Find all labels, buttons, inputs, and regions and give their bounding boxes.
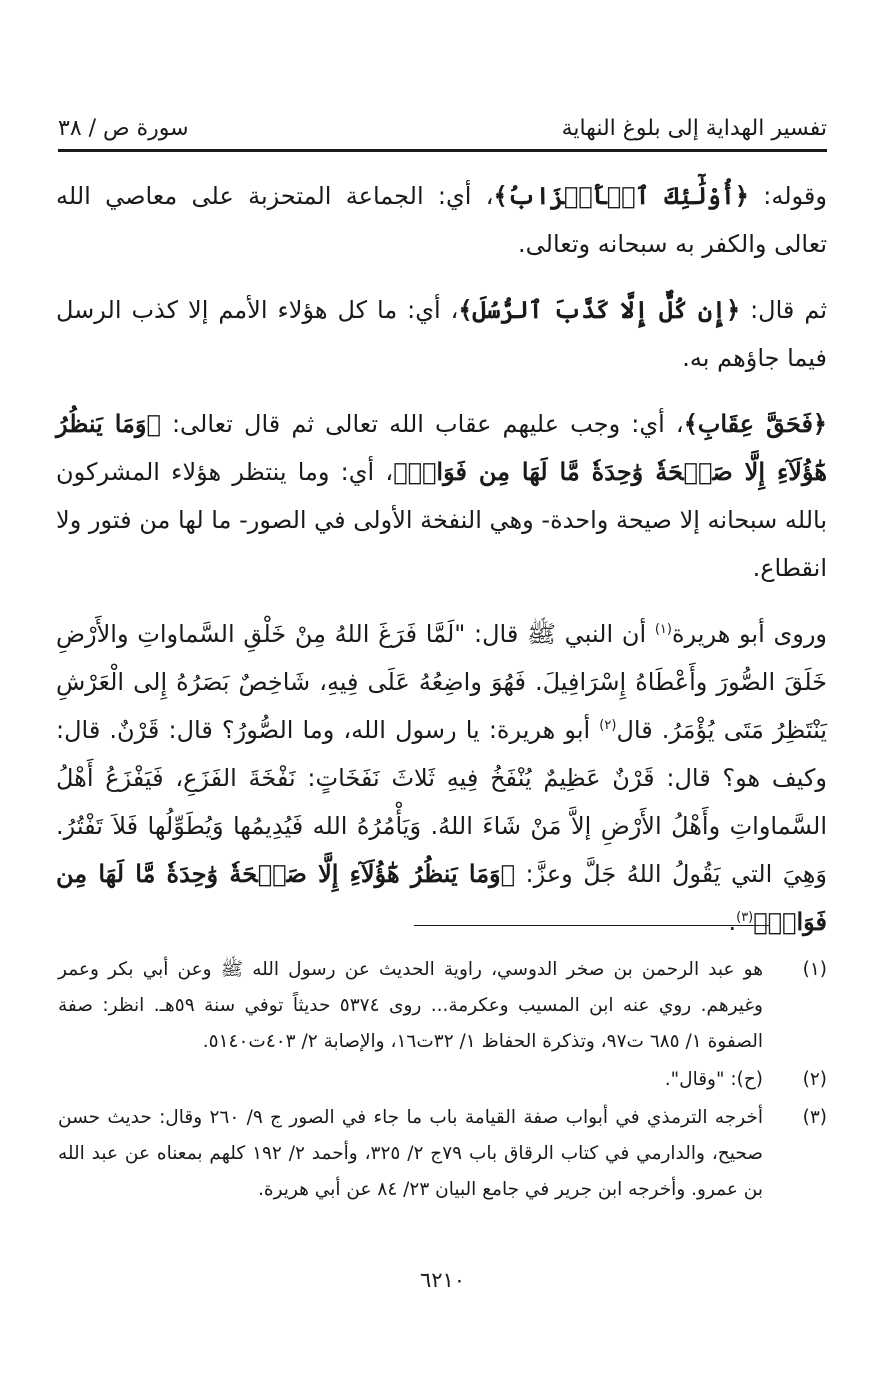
footnote-number: (٢) [802,1069,827,1090]
main-text [56,172,827,964]
footnote-ref-1[interactable]: (١) [654,622,672,637]
book-title: تفسير الهداية إلى بلوغ النهاية [561,115,827,141]
paragraph-4: وروى أبو هريرة$^{(١)}$ أن النبي ﷺ قال: "لَمَّا فَرَغَ اللهُ مِنْ خَلْقِ السَّماواتِ والأَرْضِ خَلَقَ الصُّورَ وأَعْطَاهُ إِسْرَافِيلَ. فَهُوَ واضِعُهُ عَلَى فِيهِ، شَاخِصٌ بَصَرُهُ إِلى الْعَرْشِ يَنْتَظِرُ مَتَى يُؤْمَرُ. قال$^{(٢)}$ أبو هريرة: يا رسول الله، وما الصُّورُ؟ قال: قَرْنٌ. قال: وكيف هو؟ قال: قَرْنٌ عَظِيمٌ يُنْفَخُ فِيهِ ثَلاثَ نَفَخَاتٍ: نَفْخَةَ الفَزَعِ، فَيَفْزَعُ أَهْلُ السَّماواتِ وأَهْلُ الأَرْضِ إلاَّ مَنْ شَاءَ اللهُ. وَيَأْمُرُهُ الله فَيُدِيمُها وَيُطَوِّلُها فَلاَ تَفْتُرُ. وَهِيَ التي يَقُولُ اللهُ جَلَّ وعزَّ: ﴿وَمَا يَنظُرُ هَٰٓؤُلَآءِ إِلَّا صَيۡحَةٗ وَٰحِدَةٗ مَّا لَهَا مِن فَوَاقٖ﴾$^{(٣)}$. [56,620,828,936]
quran-quote: ﴿وَمَا يَنظُرُ هَٰٓؤُلَآءِ إِلَّا صَيۡحَةٗ وَٰحِدَةٗ مَّا لَهَا مِن فَوَاقٖ﴾ [56,409,827,486]
footnote-number: (٣) [802,1107,827,1128]
footnote-separator [414,925,770,926]
footnote-ref-2[interactable]: (٢) [599,718,617,733]
footnote-1 [58,952,827,1060]
quran-quote: ﴿فَحَقَّ عِقَابِ﴾ [683,409,827,438]
footnote-text: هو عبد الرحمن بن صخر الدوسي، راوية الحديث عن رسول الله ﷺ وعن أبي بكر وعمر وغيرهم. روي عنه ابن المسيب وعكرمة... روى ٥٣٧٤ حديثاً توفي سنة ٥٩هـ. انظر: صفة الصفوة ١/ ٦٨٥ ت٩٧، وتذكرة الحفاظ ١/ ٣٢ت١٦، والإصابة ٢/ ٤٠٣ت٥١٤٠. [58,959,763,1052]
quran-quote: ﴿إِن كُلٌّ إِلَّا كَذَّبَ ٱلرُّسُلَ﴾ [458,295,741,324]
paragraph-1: وقوله: ﴿أُوْلَٰٓئِكَ ٱلۡأَحۡزَابُ﴾، أي: الجماعة المتحزبة على معاصي الله تعالى والكفر به سبحانه وتعالى. [56,181,827,258]
footnote-3 [58,1100,827,1208]
quran-quote: ﴿أُوْلَٰٓئِكَ ٱلۡأَحۡزَابُ﴾ [493,181,749,210]
page-number: ٦٢١٠ [419,1268,466,1292]
surah-reference: سورة ص / ٣٨ [58,115,189,141]
header-rule [58,149,827,152]
footnotes [58,952,827,1210]
footnote-number: (١) [802,959,827,980]
footnote-text: أخرجه الترمذي في أبواب صفة القيامة باب ما جاء في الصور ج ٩/ ٢٦٠ وقال: حديث حسن صحيح، والدارمي في كتاب الرقاق باب ٧٩ج ٢/ ٣٢٥، وأحمد ٢/ ١٩٢ كلهم بمعناه عن عبد الله بن عمرو. وأخرجه ابن جرير في جامع البيان ٢٣/ ٨٤ عن أبي هريرة. [58,1107,763,1200]
footnote-text: (ح): "وقال". [664,1069,763,1090]
quran-quote: ﴿وَمَا يَنظُرُ هَٰٓؤُلَآءِ إِلَّا صَيۡحَةٗ وَٰحِدَةٗ مَّا لَهَا مِن فَوَاقٖ﴾ [56,859,827,936]
paragraph-3: ﴿فَحَقَّ عِقَابِ﴾، أي: وجب عليهم عقاب الله تعالى ثم قال تعالى: ﴿وَمَا يَنظُرُ هَٰٓؤُلَآءِ إِلَّا صَيۡحَةٗ وَٰحِدَةٗ مَّا لَهَا مِن فَوَاقٖ﴾، أي: وما ينتظر هؤلاء المشركون بالله سبحانه إلا صيحة واحدة- وهي النفخة الأولى في الصور- ما لها من فتور ولا انقطاع. [56,409,827,582]
footnote-ref-3[interactable]: (٣) [736,910,754,925]
running-header [58,110,827,146]
footnote-2 [58,1062,827,1098]
paragraph-2: ثم قال: ﴿إِن كُلٌّ إِلَّا كَذَّبَ ٱلرُّسُلَ﴾، أي: ما كل هؤلاء الأمم إلا كذب الرسل فيما جاؤهم به. [56,295,828,372]
